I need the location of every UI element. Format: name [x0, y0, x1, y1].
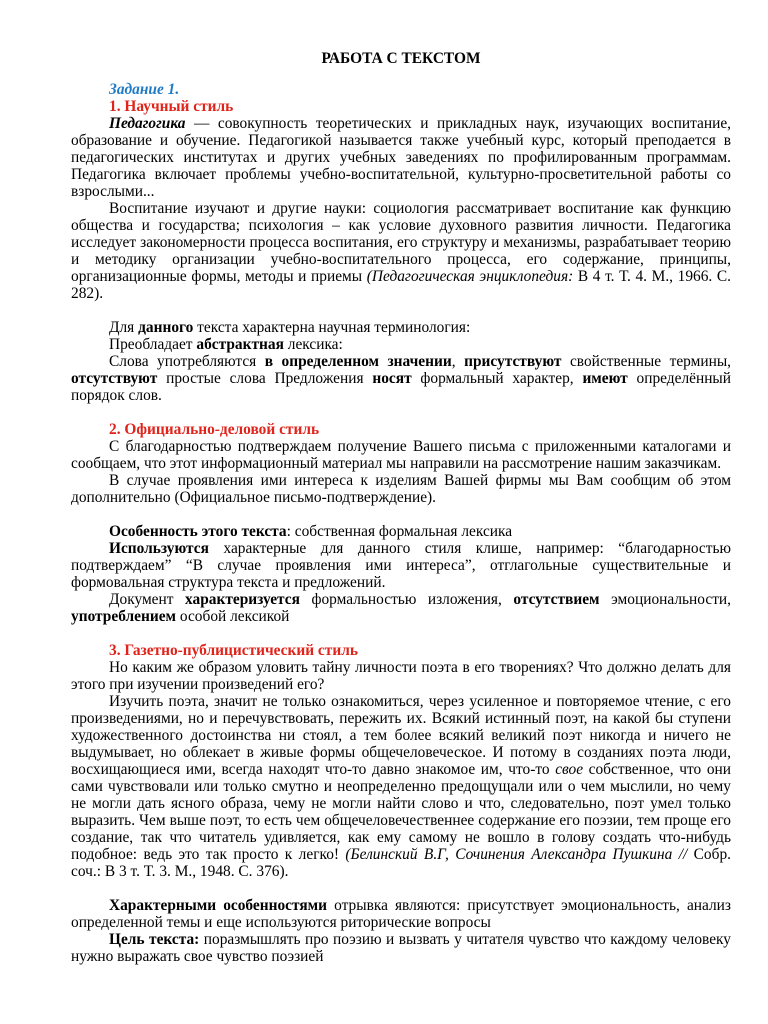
analysis-line: Особенность этого текста: собственная формальная лексика: [109, 523, 513, 540]
scientific-text-paragraph: [71, 200, 731, 302]
official-text-paragraph: В случае проявления ими интереса к изделиям Вашей фирмы мы Вам сообщим об этом дополнительно (Официальное письмо-подтверждение).: [71, 472, 731, 506]
official-text-paragraph: С благодарностью подтверждаем получение Вашего письма с приложенными каталогами и сообщаем, что этот информационный материал мы направили на рассмотрение нашим заказчикам.: [71, 438, 731, 472]
document-body: [71, 50, 731, 965]
paragraph-text: Воспитание изучают и другие науки: социология рассматривает воспитание как функцию общества и государства; психология – как условие духовного развития личности. Педагогика исследует закономерности процесса воспитания, его структуру и механизмы, разрабатывает теорию и методику организации учебно-воспитательного процесса, его содержание, принципы, организационные формы, методы и приемы: [71, 200, 731, 285]
section-heading-scientific: 1. Научный стиль: [109, 98, 234, 115]
analysis-line: Для данного текста характерна научная терминология:: [109, 319, 471, 336]
source-citation-details: Собр. соч.: В 3 т. Т. 3. М., 1948. С. 376).: [71, 846, 731, 880]
analysis-line: Цель текста: поразмышлять про поэзию и вызвать у читателя чувство что каждому человеку нужно выражать свое чувство поэзией: [71, 931, 731, 965]
publicistic-text-paragraph: Изучить поэта, значит не только ознакомиться, через усиленное и повторяемое чтение, с его произведениями, но и перечувствовать, пережить их. Всякий истинный поэт, на какой бы ступени художественного достоинства ни стоял, а тем более всякий великий поэт никогда и ничего не выдумывает, но облекает в живые формы общечеловеческое. И потому в созданиях поэта люди, восхищающиеся ими, всегда находят что-то давно знакомое им, что-то свое собственное, что они сами чувствовали или только смутно и неопределенно предощущали или о чем мыслили, но чему не могли дать ясного образа, чему не могли найти слово и что, следовательно, поэт умел только выразить. Чем выше поэт, то есть чем общечеловечественнее содержание его поэзии, тем проще его создание, так что читатель удивляется, как ему самому не вошло в голову создать что-нибудь подобное: ведь это так просто к легко! (Белинский В.Г, Сочинения Александра Пушкина // Собр. соч.: В 3 т. Т. 3. М., 1948. С. 376).: [71, 693, 731, 880]
source-citation: (Белинский В.Г, Сочинения Александра Пушкина //: [345, 846, 688, 863]
analysis-line: Слова употребляются в определенном значении, присутствуют свойственные термины, отсутствуют простые слова Предложения носят формальный характер, имеют определённый порядок слов.: [71, 353, 732, 404]
analysis-line: Преобладает абстрактная лексика:: [109, 336, 343, 353]
source-citation-details: В 4 т. Т. 4. М., 1966. С. 282).: [71, 268, 732, 302]
scientific-text-paragraph: [71, 115, 731, 200]
source-citation: (Педагогическая энциклопедия:: [366, 268, 574, 285]
analysis-line: Характерными особенностями отрывка являются: присутствует эмоциональность, анализ определенной темы и еще используются риторические вопросы: [71, 897, 731, 931]
page-title: РАБОТА С ТЕКСТОМ: [321, 50, 481, 67]
analysis-line: Используются характерные для данного стиля клише, например: “благодарностью подтверждаем” “В случае проявления ими интереса”, отглагольные существительные и формовальная структура текста и предложений.: [71, 540, 731, 591]
section-heading-publicistic: 3. Газетно-публицистический стиль: [109, 642, 358, 659]
section-heading-official: 2. Официально-деловой стиль: [109, 421, 320, 438]
analysis-line: Документ характеризуется формальностью изложения, отсутствием эмоциональности, употреблением особой лексикой: [71, 591, 732, 625]
paragraph-text: — совокупность теоретических и прикладных наук, изучающих воспитание, образование и обучение. Педагогикой называется также учебный курс, который преподается в педагогических институтах и других учебных заведениях по профилированным программам. Педагогика включает проблемы учебно-воспитательной, культурно-просветительной работы со взрослыми...: [71, 115, 731, 200]
task-label: Задание 1.: [109, 81, 180, 98]
publicistic-text-paragraph: Но каким же образом уловить тайну личности поэта в его творениях? Что должно делать для этого при изучении произведений его?: [71, 659, 731, 693]
term-pedagogy: Педагогика: [109, 115, 186, 132]
